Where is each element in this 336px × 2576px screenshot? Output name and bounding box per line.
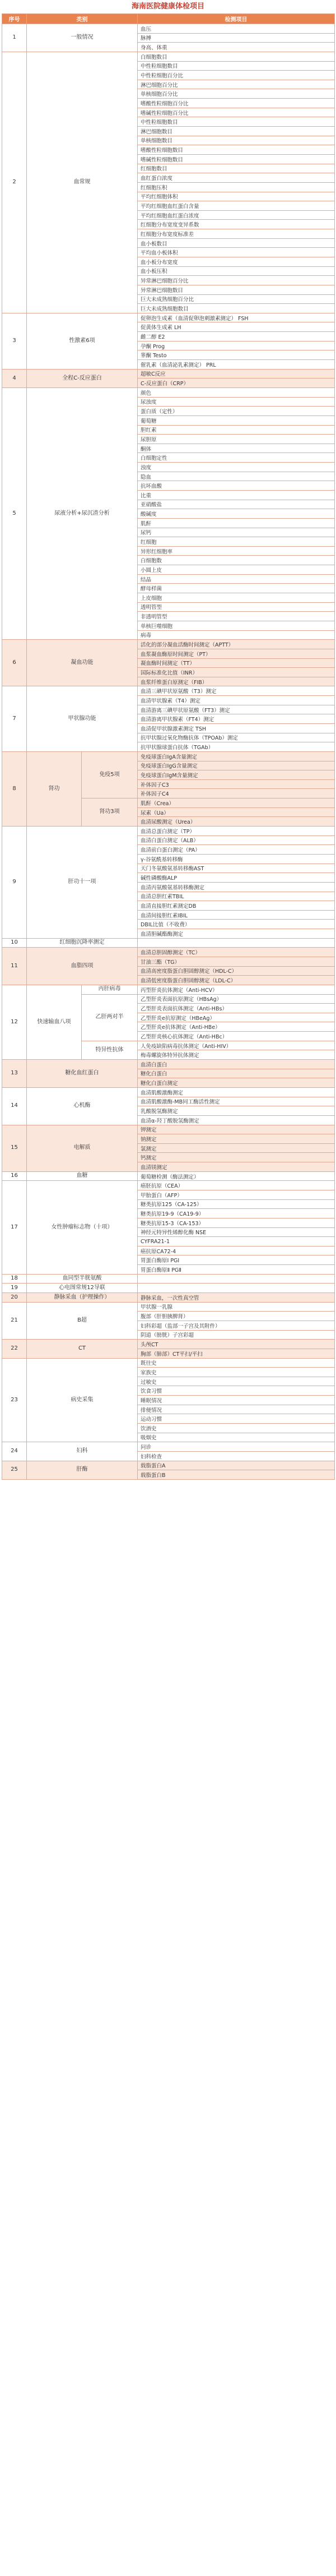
item-cell: 梅毒螺旋体特异抗体测定 bbox=[138, 1050, 335, 1060]
item-cell: 神经元特异性烯醇化酶 NSE bbox=[138, 1228, 335, 1238]
item-cell: 血清直接胆红素测定DB bbox=[138, 901, 335, 911]
category-cell: 妇科 bbox=[27, 1442, 138, 1461]
item-cell: 淋巴细胞百分比 bbox=[138, 80, 335, 90]
item-cell: 雌二醇 E2 bbox=[138, 332, 335, 341]
item-cell: 血浆凝血酶原时间测定（PT） bbox=[138, 649, 335, 659]
item-cell: 乙型肝炎表面抗体测定（Anti-HBs） bbox=[138, 1004, 335, 1013]
row-number: 2 bbox=[2, 52, 27, 313]
row-number: 12 bbox=[2, 985, 27, 1060]
item-cell: 单核细胞数目 bbox=[138, 136, 335, 146]
page-title: 海南医院健康体检项目 bbox=[131, 2, 204, 11]
item-cell: 身高、体重 bbox=[138, 43, 335, 52]
item-cell: 尿浊度 bbox=[138, 398, 335, 407]
category-cell: B超 bbox=[27, 1303, 138, 1340]
item-cell: 碱性磷酸酶ALP bbox=[138, 873, 335, 883]
row-number: 22 bbox=[2, 1340, 27, 1358]
item-cell: 乙型肝炎表面抗原测定（HBsAg） bbox=[138, 995, 335, 1004]
item-cell: 氯测定 bbox=[138, 1144, 335, 1153]
item-cell: 葡萄糖检测（酶法测定） bbox=[138, 1172, 335, 1181]
item-cell: γ-谷氨酰基转移酶 bbox=[138, 855, 335, 864]
item-cell: 催乳素（血清泌乳素测定） PRL bbox=[138, 360, 335, 370]
item-cell: 尿素（Ua） bbox=[138, 808, 335, 818]
category-cell: 心机酶 bbox=[27, 1088, 138, 1125]
item-cell: 钙测定 bbox=[138, 1153, 335, 1162]
exam-table bbox=[2, 13, 335, 1480]
item-cell: 红细胞数目 bbox=[138, 164, 335, 174]
item-cell: 平均红细胞血红蛋白浓度 bbox=[138, 211, 335, 220]
item-cell bbox=[138, 939, 335, 948]
row-number: 13 bbox=[2, 1060, 27, 1088]
item-cell: 隐血 bbox=[138, 472, 335, 482]
item-cell: 小圆上皮 bbox=[138, 565, 335, 575]
item-cell: 血清丙氨酸氨基转移酶测定 bbox=[138, 883, 335, 892]
row-number: 3 bbox=[2, 313, 27, 370]
item-cell: 抗坏血酸 bbox=[138, 481, 335, 491]
item-cell: 血清α-羟丁酸脱氢酶测定 bbox=[138, 1116, 335, 1125]
item-cell: 尿胆原 bbox=[138, 435, 335, 444]
item-cell: 嗜碱性粒细胞数目 bbox=[138, 155, 335, 164]
item-cell: 透明管型 bbox=[138, 603, 335, 612]
item-cell: 脉搏 bbox=[138, 34, 335, 43]
item-cell: 睡眠情况 bbox=[138, 1396, 335, 1405]
item-cell: 血清甲状腺素（T4）测定 bbox=[138, 696, 335, 705]
item-cell: 酵母样菌 bbox=[138, 584, 335, 593]
item-cell: 糖类抗原125（CA-125） bbox=[138, 1200, 335, 1209]
item-cell: 蛋白质（定性） bbox=[138, 407, 335, 416]
item-cell: 抗甲状腺过氧化物酶抗体（TPOAb）测定 bbox=[138, 733, 335, 743]
row-number: 15 bbox=[2, 1125, 27, 1172]
item-cell: 非透明管型 bbox=[138, 612, 335, 621]
item-cell: 血清肌酸激酶-MB同工酶活性测定 bbox=[138, 1097, 335, 1107]
subcategory-cell: 特异性抗体 bbox=[82, 1041, 138, 1060]
subcategory-cell: 乙肝两对半 bbox=[82, 995, 138, 1041]
header-items: 检测项目 bbox=[138, 14, 335, 24]
item-cell: 胃蛋白酶原Ⅱ PGⅡ bbox=[138, 1265, 335, 1275]
category-cell: 性激素6项 bbox=[27, 313, 138, 370]
row-number: 8 bbox=[2, 752, 27, 827]
item-cell: 问诊 bbox=[138, 1442, 335, 1452]
item-cell: 甲状腺一乳腺 bbox=[138, 1303, 335, 1312]
item-cell: 平均血小板体积 bbox=[138, 248, 335, 257]
item-cell: 血清总胆固醇测定（TC） bbox=[138, 948, 335, 957]
item-cell: 胆红素 bbox=[138, 426, 335, 435]
item-cell: 国际标准化比值（INR） bbox=[138, 668, 335, 677]
row-number: 23 bbox=[2, 1359, 27, 1443]
item-cell: 补体因子C3 bbox=[138, 780, 335, 790]
item-cell bbox=[138, 1284, 335, 1293]
item-cell: 血清游离三碘甲状原氨酸（FT3）测定 bbox=[138, 705, 335, 715]
item-cell: CYFRA21-1 bbox=[138, 1237, 335, 1247]
row-number: 9 bbox=[2, 827, 27, 939]
item-cell: 乙型肝炎e抗原测定（HBeAg） bbox=[138, 1013, 335, 1023]
category-cell: 病史采集 bbox=[27, 1359, 138, 1443]
item-cell: 结晶 bbox=[138, 575, 335, 584]
item-cell: 平均红细胞体积 bbox=[138, 192, 335, 202]
row-number: 6 bbox=[2, 640, 27, 686]
item-cell: 白细胞数目 bbox=[138, 52, 335, 62]
item-cell: 血清三碘甲状原氨酸（T3）测定 bbox=[138, 686, 335, 696]
item-cell: 糖类抗原19-9（CA19-9） bbox=[138, 1209, 335, 1218]
item-cell: 血清总胆红素TBIL bbox=[138, 892, 335, 902]
row-number: 20 bbox=[2, 1293, 27, 1303]
item-cell: 饮食习惯 bbox=[138, 1386, 335, 1396]
item-cell: 睾酮 Testo bbox=[138, 350, 335, 360]
item-cell: 嗜酸性粒细胞百分比 bbox=[138, 99, 335, 108]
row-number: 1 bbox=[2, 24, 27, 52]
category-cell: 电解质 bbox=[27, 1125, 138, 1172]
category-cell: 红细胞沉降率测定 bbox=[27, 939, 138, 948]
row-number: 18 bbox=[2, 1275, 27, 1284]
item-cell: 嗜酸性粒细胞数目 bbox=[138, 145, 335, 155]
item-cell: 尿钙 bbox=[138, 528, 335, 538]
row-number: 5 bbox=[2, 388, 27, 640]
item-cell: 血清低密度脂蛋白胆固醇测定（LDL-C） bbox=[138, 976, 335, 985]
item-cell: 促卵泡生成素（血清促卵泡刺激素测定） FSH bbox=[138, 313, 335, 323]
item-cell: 糖化白蛋白测定 bbox=[138, 1078, 335, 1088]
item-cell: 病毒 bbox=[138, 631, 335, 640]
item-cell: 中性粒细胞数目 bbox=[138, 62, 335, 71]
item-cell: 癌抗原CA72-4 bbox=[138, 1247, 335, 1256]
category-cell: 心电图常规12导联 bbox=[27, 1284, 138, 1293]
item-cell: 血清高密度脂蛋白胆固醇测定（HDL-C） bbox=[138, 967, 335, 976]
category-cell: 尿液分析+尿沉渣分析 bbox=[27, 388, 138, 640]
item-cell: 血小板分布宽度 bbox=[138, 257, 335, 267]
item-cell: 饮酒史 bbox=[138, 1424, 335, 1433]
category-cell: 血糖 bbox=[27, 1172, 138, 1181]
item-cell: 血清尿酸测定（Urea） bbox=[138, 817, 335, 827]
row-number: 14 bbox=[2, 1088, 27, 1125]
item-cell: 运动习惯 bbox=[138, 1414, 335, 1424]
item-cell: 人免疫缺陷病毒抗体测定（Anti-HIV） bbox=[138, 1041, 335, 1051]
item-cell: 头颅CT bbox=[138, 1340, 335, 1349]
item-cell: 血小板压积 bbox=[138, 267, 335, 276]
item-cell: 钠测定 bbox=[138, 1134, 335, 1144]
item-cell: 血清前白蛋白测定（PA） bbox=[138, 845, 335, 855]
item-cell: 血清白蛋白测定（ALB） bbox=[138, 836, 335, 846]
item-cell: 巨大未成熟细胞百分比 bbox=[138, 295, 335, 304]
category-cell: 甲状腺功能 bbox=[27, 686, 138, 751]
item-cell: 妇科彩超（监部一子宫及其附件） bbox=[138, 1321, 335, 1331]
item-cell: 胸部（肺部）CT平扫/平扫 bbox=[138, 1349, 335, 1359]
row-number: 19 bbox=[2, 1284, 27, 1293]
item-cell: 促黄体生成素 LH bbox=[138, 322, 335, 332]
item-cell: 血清白蛋白 bbox=[138, 1060, 335, 1069]
item-cell bbox=[138, 1275, 335, 1284]
category-cell: 凝血功能 bbox=[27, 640, 138, 686]
item-cell: 糖类抗原15-3（CA-153） bbox=[138, 1218, 335, 1228]
row-number: 25 bbox=[2, 1461, 27, 1480]
item-cell: 血清游离甲状腺素（FT4）测定 bbox=[138, 714, 335, 724]
item-cell: 家族史 bbox=[138, 1368, 335, 1377]
category-cell: CT bbox=[27, 1340, 138, 1358]
item-cell: 上皮细胞 bbox=[138, 593, 335, 603]
item-cell: 胃蛋白酶原Ⅰ PGⅠ bbox=[138, 1255, 335, 1265]
item-cell: 血压 bbox=[138, 24, 335, 34]
item-cell: 阴道（膀胱）子宫彩超 bbox=[138, 1331, 335, 1340]
item-cell: 抗甲状腺球蛋白抗体（TGAb） bbox=[138, 742, 335, 752]
row-number: 10 bbox=[2, 939, 27, 948]
item-cell: 载脂蛋白B bbox=[138, 1470, 335, 1480]
category-cell: 快速输血八项 bbox=[27, 985, 82, 1060]
item-cell: C-反应蛋白（CRP） bbox=[138, 378, 335, 388]
category-cell: 血同型半胱氨酸 bbox=[27, 1275, 138, 1284]
item-cell: 血清促甲状腺激素测定 TSH bbox=[138, 724, 335, 733]
item-cell: 红细胞 bbox=[138, 537, 335, 547]
category-cell: 血常规 bbox=[27, 52, 138, 313]
item-cell: 超敏C反应 bbox=[138, 370, 335, 379]
item-cell: 糖化白蛋白 bbox=[138, 1069, 335, 1079]
category-cell: 女性肿瘤标志物（十项） bbox=[27, 1181, 138, 1274]
item-cell: 肌酐 bbox=[138, 519, 335, 528]
item-cell: 钾测定 bbox=[138, 1125, 335, 1135]
row-number: 17 bbox=[2, 1181, 27, 1274]
item-cell: 血清胆碱酯酶测定 bbox=[138, 929, 335, 939]
item-cell: 红细胞压积 bbox=[138, 183, 335, 192]
row-number: 21 bbox=[2, 1303, 27, 1340]
item-cell: 过敏史 bbox=[138, 1377, 335, 1387]
item-cell: 酮体 bbox=[138, 444, 335, 454]
item-cell: 浊度 bbox=[138, 463, 335, 472]
category-cell: 肝酶 bbox=[27, 1461, 138, 1480]
category-cell: 全程C-反应蛋白 bbox=[27, 370, 138, 388]
item-cell: 血红蛋白浓度 bbox=[138, 173, 335, 183]
item-cell: 单核细胞百分比 bbox=[138, 89, 335, 99]
item-cell: 血清间接胆红素IBIL bbox=[138, 911, 335, 920]
item-cell: 颜色 bbox=[138, 388, 335, 398]
item-cell: 嗜碱性粒细胞百分比 bbox=[138, 108, 335, 118]
item-cell: 既往史 bbox=[138, 1359, 335, 1368]
item-cell: 凝血酶时间测定（TT） bbox=[138, 659, 335, 668]
item-cell: 比重 bbox=[138, 491, 335, 500]
item-cell: 补体因子C4 bbox=[138, 789, 335, 798]
item-cell: 葡萄糖 bbox=[138, 416, 335, 426]
item-cell: 中性粒细胞数目 bbox=[138, 117, 335, 127]
item-cell: 免疫球蛋白IgM含量测定 bbox=[138, 770, 335, 780]
item-cell: 血清肌酸激酶测定 bbox=[138, 1088, 335, 1097]
item-cell: 甘油三酯（TG） bbox=[138, 957, 335, 967]
category-cell: 静脉采血（护理操作） bbox=[27, 1293, 138, 1303]
item-cell: 红细胞分布宽度标准差 bbox=[138, 229, 335, 239]
item-cell: 腹部（肝胆胰脾肾） bbox=[138, 1312, 335, 1321]
header-category: 类别 bbox=[27, 14, 138, 24]
item-cell: 血清镁测定 bbox=[138, 1162, 335, 1172]
subcategory-cell: 丙肝病毒 bbox=[82, 985, 138, 995]
item-cell: 巨大未成熟细胞数目 bbox=[138, 304, 335, 313]
category-cell: 一般情况 bbox=[27, 24, 138, 52]
row-number: 24 bbox=[2, 1442, 27, 1461]
item-cell: 异形红细胞率 bbox=[138, 547, 335, 556]
category-cell: 糖化血红蛋白 bbox=[27, 1060, 138, 1088]
row-number: 11 bbox=[2, 948, 27, 985]
item-cell: 丙型肝炎抗体测定（Anti-HCV） bbox=[138, 985, 335, 995]
item-cell: 乳酸脱氢酶测定 bbox=[138, 1106, 335, 1116]
item-cell: 癌胚抗原（CEA） bbox=[138, 1181, 335, 1190]
item-cell: 单核巨噬细胞 bbox=[138, 621, 335, 631]
subcategory-cell: 免疫5项 bbox=[82, 752, 138, 798]
item-cell: 吸烟史 bbox=[138, 1433, 335, 1443]
item-cell: 异常淋巴细胞百分比 bbox=[138, 276, 335, 285]
item-cell: 活化的部分凝血活酶时间测定（APTT） bbox=[138, 640, 335, 649]
category-cell: 血脂四项 bbox=[27, 948, 138, 985]
header-no: 序号 bbox=[2, 14, 27, 24]
item-cell: 淋巴细胞数目 bbox=[138, 127, 335, 136]
item-cell: 孕酮 Prog bbox=[138, 341, 335, 351]
item-cell: 白细胞数 bbox=[138, 556, 335, 565]
item-cell: 亚硝酸盐 bbox=[138, 500, 335, 510]
item-cell: 红细胞分布宽度变异系数 bbox=[138, 220, 335, 229]
item-cell: 免疫球蛋白IgG含量测定 bbox=[138, 761, 335, 771]
item-cell: 妇科检查 bbox=[138, 1452, 335, 1461]
item-cell: 白细胞定性 bbox=[138, 453, 335, 463]
item-cell: 平均红细胞血红蛋白含量 bbox=[138, 201, 335, 211]
category-cell: 肝功十一项 bbox=[27, 827, 138, 939]
item-cell: 酸碱度 bbox=[138, 509, 335, 519]
item-cell: 天门冬氨酸氨基转移酶AST bbox=[138, 864, 335, 874]
item-cell: 甲胎蛋白（AFP） bbox=[138, 1190, 335, 1200]
row-number: 4 bbox=[2, 370, 27, 388]
item-cell: 乙型肝炎e抗体测定（Anti-HBe） bbox=[138, 1022, 335, 1032]
item-cell: 乙型肝炎核心抗体测定（Anti-HBc） bbox=[138, 1032, 335, 1041]
item-cell: 载脂蛋白A bbox=[138, 1461, 335, 1471]
subcategory-cell: 肾功3项 bbox=[82, 798, 138, 827]
item-cell: 肌酐（Crea） bbox=[138, 798, 335, 808]
item-cell: 免疫球蛋白IgA含量测定 bbox=[138, 752, 335, 761]
item-cell: 排便情况 bbox=[138, 1405, 335, 1415]
item-cell: 血清总蛋白测定（TP） bbox=[138, 827, 335, 836]
category-cell: 肾功 bbox=[27, 752, 82, 827]
item-cell: 静脉采血，一次性真空管 bbox=[138, 1293, 335, 1303]
row-number: 16 bbox=[2, 1172, 27, 1181]
item-cell: 血小板数目 bbox=[138, 239, 335, 248]
row-number: 7 bbox=[2, 686, 27, 751]
item-cell: 异常淋巴细胞数目 bbox=[138, 285, 335, 295]
item-cell: 中性粒细胞百分比 bbox=[138, 71, 335, 80]
item-cell: DBIL比值（不收费） bbox=[138, 920, 335, 929]
item-cell: 血浆纤维蛋白原测定（FIB） bbox=[138, 677, 335, 687]
